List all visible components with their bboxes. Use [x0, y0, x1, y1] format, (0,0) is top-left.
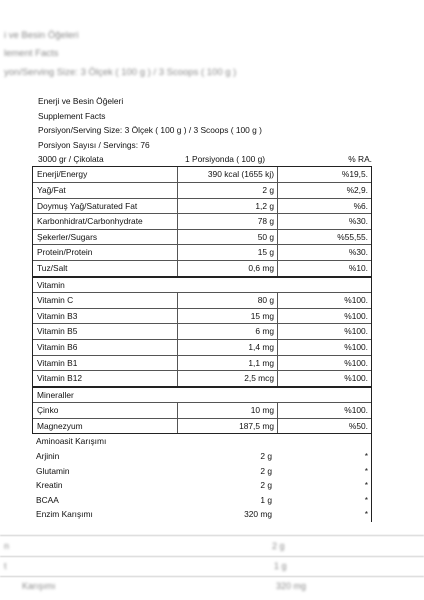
vitamin-name: Vitamin B1	[33, 356, 178, 371]
vitamin-amount: 2,5 mcg	[178, 371, 278, 386]
amino-amount: 2 g	[260, 465, 272, 476]
amino-name: Enzim Karışımı	[36, 509, 93, 520]
table-row	[33, 230, 371, 246]
ghost-row-label: n	[4, 541, 10, 551]
amino-percent: *	[364, 465, 368, 476]
mineral-amount: 187,5 mg	[178, 419, 278, 434]
table-row	[33, 356, 371, 372]
vitamin-amount: 80 g	[178, 293, 278, 308]
amino-name: Arjinin	[36, 451, 60, 462]
mineral-name: Magnezyum	[33, 419, 178, 434]
ghost-rule	[0, 556, 424, 557]
amino-amount: 320 mg	[244, 509, 272, 520]
nutrient-percent: %55,55.	[337, 231, 368, 242]
vitamin-name: Vitamin B12	[33, 371, 178, 386]
nutrient-amount: 15 g	[178, 245, 278, 260]
amino-percent: *	[364, 509, 368, 520]
table-row	[32, 464, 371, 479]
table-row	[33, 309, 371, 325]
nutrient-percent: %19,5.	[341, 169, 368, 180]
table-row	[33, 403, 371, 419]
vitamin-section-title: Vitamin	[37, 279, 65, 290]
mineral-percent: %100.	[344, 405, 368, 416]
nutrient-name: Yağ/Fat	[33, 183, 178, 198]
amino-amount: 1 g	[260, 494, 272, 505]
nutrient-amount: 1,2 g	[178, 199, 278, 214]
nutrient-name: Doymuş Yağ/Saturated Fat	[33, 199, 178, 214]
vitamin-percent: %100.	[344, 295, 368, 306]
table-row	[33, 340, 371, 356]
minerals-table	[32, 387, 372, 435]
table-row	[33, 199, 371, 215]
nutrient-amount: 78 g	[178, 214, 278, 229]
mineral-name: Çinko	[33, 403, 178, 418]
nutrition-facts-label	[32, 94, 372, 522]
nutrient-name: Protein/Protein	[33, 245, 178, 260]
table-row	[33, 261, 371, 276]
nutrients-table	[32, 166, 372, 276]
nutrient-name: Şekerler/Sugars	[33, 230, 178, 245]
vitamin-percent: %100.	[344, 310, 368, 321]
ghost-row-label: t	[4, 561, 7, 571]
ghost-title: i ve Besin Öğeleri	[4, 30, 79, 41]
ghost-subtitle: lement Facts	[4, 48, 59, 59]
nutrient-amount: 2 g	[178, 183, 278, 198]
percent-header: % RA.	[348, 154, 372, 165]
per-serving-header: 1 Porsiyonda ( 100 g)	[185, 154, 266, 165]
vitamin-name: Vitamin C	[33, 293, 178, 308]
ghost-row-label: Karışımı	[22, 581, 56, 591]
vitamin-name: Vitamin B3	[33, 309, 178, 324]
vitamin-amount: 1,1 mg	[178, 356, 278, 371]
nutrient-amount: 0,6 mg	[178, 261, 278, 276]
nutrient-name: Karbonhidrat/Carbonhydrate	[33, 214, 178, 229]
vitamin-percent: %100.	[344, 373, 368, 384]
label-title: Enerji ve Besin Öğeleri	[38, 96, 124, 106]
table-row	[33, 214, 371, 230]
amino-name: BCAA	[36, 494, 59, 505]
table-row	[32, 449, 371, 464]
vitamin-percent: %100.	[344, 326, 368, 337]
amino-name: Kreatin	[36, 480, 63, 491]
nutrient-amount: 390 kcal (1655 kj)	[178, 167, 278, 182]
product-variant: 3000 gr / Çikolata	[38, 154, 104, 165]
section-header-row	[33, 278, 371, 294]
amino-acids-table	[32, 434, 372, 522]
vitamin-amount: 6 mg	[178, 324, 278, 339]
mineral-percent: %50.	[348, 420, 368, 431]
ghost-serving: yon/Serving Size: 3 Ölçek ( 100 g ) / 3 Scoops ( 100 g )	[4, 67, 237, 78]
table-row	[33, 419, 371, 434]
amino-amount: 2 g	[260, 451, 272, 462]
table-row	[33, 371, 371, 386]
nutrient-percent: %10.	[348, 262, 368, 273]
amino-section-title: Aminoasit Karışımı	[36, 436, 107, 447]
vitamins-table	[32, 277, 372, 387]
amino-percent: *	[364, 480, 368, 491]
mineral-amount: 10 mg	[178, 403, 278, 418]
nutrient-percent: %2,9.	[346, 184, 368, 195]
nutrient-amount: 50 g	[178, 230, 278, 245]
section-header-row	[33, 388, 371, 404]
nutrient-percent: %30.	[348, 216, 368, 227]
ghost-rule	[0, 576, 424, 577]
table-row	[32, 507, 371, 522]
amino-name: Glutamin	[36, 465, 70, 476]
label-subtitle: Supplement Facts	[38, 110, 106, 121]
table-row	[33, 293, 371, 309]
vitamin-percent: %100.	[344, 357, 368, 368]
serving-size: Porsiyon/Serving Size: 3 Ölçek ( 100 g ) / 3 Scoops ( 100 g )	[38, 125, 262, 136]
mineral-section-title: Mineraller	[37, 389, 74, 400]
vitamin-amount: 1,4 mg	[178, 340, 278, 355]
nutrient-percent: %30.	[348, 247, 368, 258]
table-row	[32, 493, 371, 508]
table-row	[33, 183, 371, 199]
amino-percent: *	[364, 451, 368, 462]
table-row	[32, 478, 371, 493]
section-header-row	[32, 434, 371, 449]
amino-percent: *	[364, 494, 368, 505]
column-headers	[32, 152, 372, 166]
nutrient-percent: %6.	[353, 200, 368, 211]
vitamin-name: Vitamin B6	[33, 340, 178, 355]
vitamin-name: Vitamin B5	[33, 324, 178, 339]
nutrient-name: Enerji/Energy	[33, 167, 178, 182]
amino-amount: 2 g	[260, 480, 272, 491]
nutrient-name: Tuz/Salt	[33, 261, 178, 276]
table-row	[33, 324, 371, 340]
ghost-rule	[0, 535, 424, 536]
ghost-row-value: 2 g	[272, 541, 285, 551]
table-row	[33, 245, 371, 261]
vitamin-percent: %100.	[344, 341, 368, 352]
table-row	[33, 167, 371, 183]
servings-count: Porsiyon Sayısı / Servings: 76	[38, 139, 150, 150]
ghost-row-value: 1 g	[274, 561, 287, 571]
vitamin-amount: 15 mg	[178, 309, 278, 324]
ghost-row-value: 320 mg	[276, 581, 307, 591]
